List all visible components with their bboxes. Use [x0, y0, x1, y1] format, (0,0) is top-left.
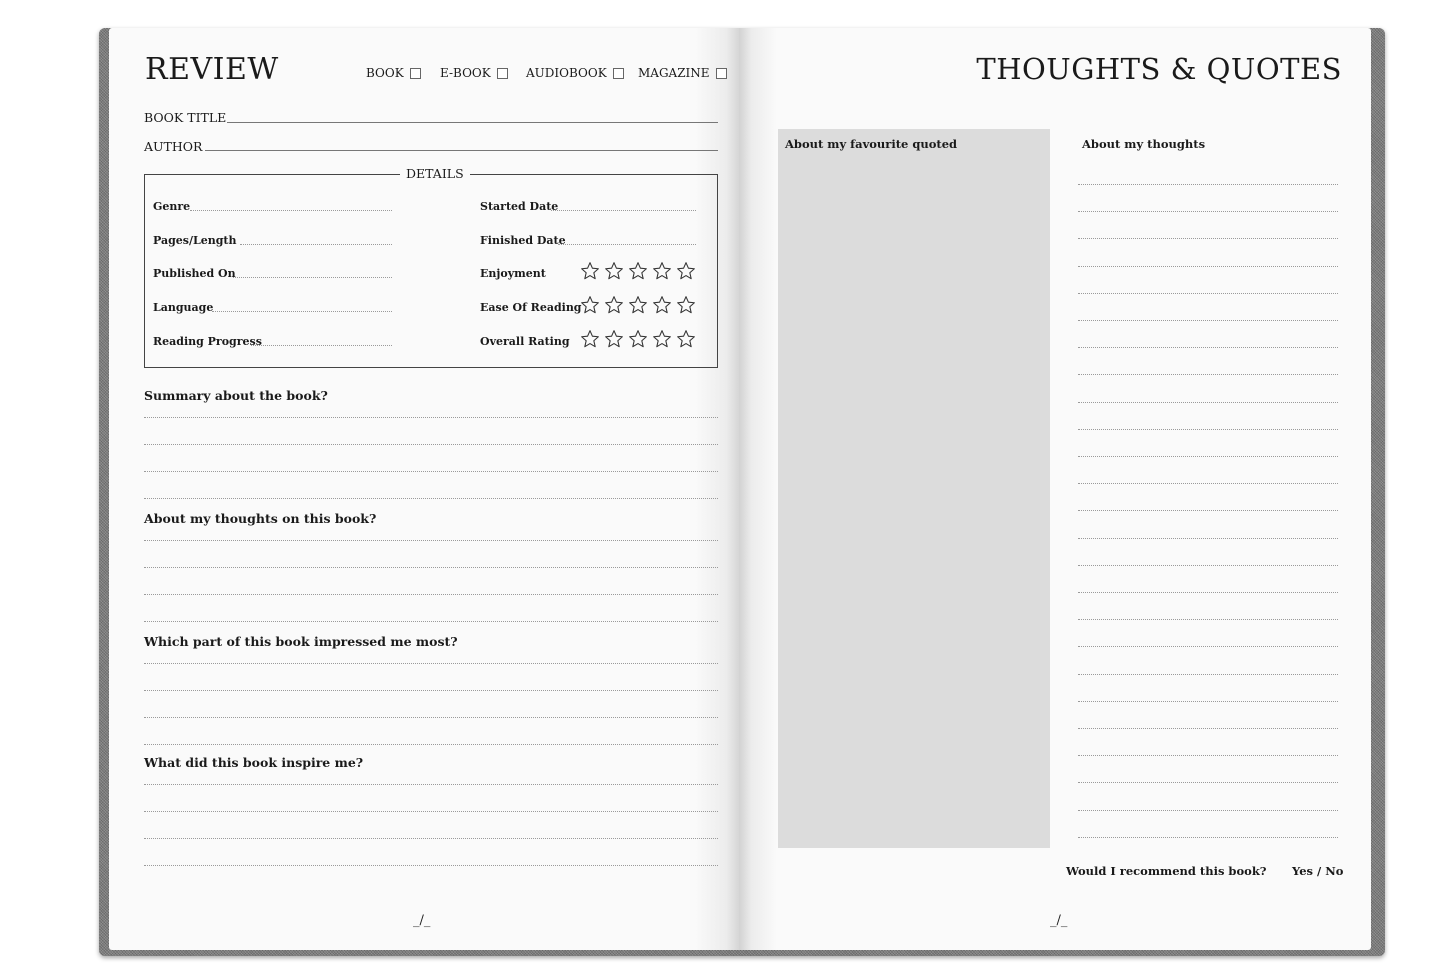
writing-line[interactable]	[144, 471, 718, 472]
detail-label: Published On	[153, 267, 236, 280]
writing-line[interactable]	[1078, 456, 1338, 457]
star-icon[interactable]	[652, 295, 672, 315]
format-label: AUDIOBOOK	[526, 66, 607, 80]
details-title: DETAILS	[400, 166, 470, 181]
writing-line[interactable]	[1078, 238, 1338, 239]
star-icon[interactable]	[676, 295, 696, 315]
star-icon[interactable]	[652, 329, 672, 349]
format-checkbox[interactable]	[497, 68, 508, 79]
writing-line[interactable]	[1078, 347, 1338, 348]
writing-line[interactable]	[144, 498, 718, 499]
quotes-panel[interactable]	[778, 129, 1050, 848]
detail-label: Overall Rating	[480, 335, 570, 348]
writing-line[interactable]	[1078, 320, 1338, 321]
page-number-right: _/_	[1050, 913, 1068, 928]
writing-line[interactable]	[144, 717, 718, 718]
writing-line[interactable]	[1078, 429, 1338, 430]
detail-input[interactable]	[551, 210, 696, 211]
detail-input[interactable]	[212, 311, 392, 312]
star-rating[interactable]	[580, 329, 696, 349]
writing-line[interactable]	[144, 811, 718, 812]
format-option-book[interactable]	[366, 66, 421, 80]
writing-line[interactable]	[1078, 755, 1338, 756]
star-icon[interactable]	[580, 295, 600, 315]
book-title-label: BOOK TITLE	[144, 110, 227, 125]
writing-line[interactable]	[144, 690, 718, 691]
star-icon[interactable]	[580, 261, 600, 281]
writing-line[interactable]	[1078, 538, 1338, 539]
writing-line[interactable]	[144, 417, 718, 418]
detail-input[interactable]	[190, 210, 392, 211]
detail-input[interactable]	[233, 277, 392, 278]
star-icon[interactable]	[604, 295, 624, 315]
writing-line[interactable]	[1078, 592, 1338, 593]
detail-label: Genre	[153, 200, 191, 213]
writing-line[interactable]	[1078, 266, 1338, 267]
writing-line[interactable]	[1078, 701, 1338, 702]
question-label: Which part of this book impressed me most?	[144, 634, 458, 649]
star-icon[interactable]	[676, 261, 696, 281]
page-number-left: _/_	[413, 913, 431, 928]
thoughts-label: About my thoughts	[1082, 137, 1206, 151]
writing-line[interactable]	[144, 865, 718, 866]
writing-line[interactable]	[1078, 619, 1338, 620]
detail-input[interactable]	[251, 345, 392, 346]
star-icon[interactable]	[676, 329, 696, 349]
writing-line[interactable]	[1078, 510, 1338, 511]
detail-input[interactable]	[558, 244, 696, 245]
format-checkbox[interactable]	[613, 68, 624, 79]
question-label: About my thoughts on this book?	[144, 511, 377, 526]
format-option-audiobook[interactable]	[526, 66, 624, 80]
format-label: MAGAZINE	[638, 66, 710, 80]
question-label: Summary about the book?	[144, 388, 328, 403]
quotes-label: About my favourite quoted	[785, 137, 958, 151]
star-icon[interactable]	[604, 329, 624, 349]
star-rating[interactable]	[580, 295, 696, 315]
author-label: AUTHOR	[144, 139, 203, 154]
format-label: BOOK	[366, 66, 404, 80]
format-checkbox[interactable]	[410, 68, 421, 79]
format-option-ebook[interactable]	[440, 66, 508, 80]
writing-line[interactable]	[1078, 483, 1338, 484]
recommend-answer[interactable]: Yes / No	[1292, 864, 1344, 878]
recommend-question: Would I recommend this book?	[1066, 864, 1267, 878]
star-icon[interactable]	[580, 329, 600, 349]
writing-line[interactable]	[1078, 728, 1338, 729]
writing-line[interactable]	[144, 567, 718, 568]
detail-label: Finished Date	[480, 234, 566, 247]
detail-label: Reading Progress	[153, 335, 262, 348]
writing-line[interactable]	[144, 594, 718, 595]
writing-line[interactable]	[144, 444, 718, 445]
writing-line[interactable]	[1078, 837, 1338, 838]
thoughts-quotes-title: THOUGHTS & QUOTES	[976, 52, 1342, 86]
writing-line[interactable]	[1078, 782, 1338, 783]
writing-line[interactable]	[1078, 565, 1338, 566]
writing-line[interactable]	[144, 838, 718, 839]
star-icon[interactable]	[628, 329, 648, 349]
detail-label: Language	[153, 301, 214, 314]
writing-line[interactable]	[144, 540, 718, 541]
format-option-magazine[interactable]	[638, 66, 727, 80]
author-field[interactable]	[205, 150, 718, 151]
writing-line[interactable]	[1078, 293, 1338, 294]
review-title: REVIEW	[145, 52, 279, 87]
book-title-field[interactable]	[227, 122, 718, 123]
writing-line[interactable]	[1078, 374, 1338, 375]
writing-line[interactable]	[144, 663, 718, 664]
detail-label: Enjoyment	[480, 267, 546, 280]
detail-label: Ease Of Reading	[480, 301, 582, 314]
detail-label: Started Date	[480, 200, 559, 213]
writing-line[interactable]	[1078, 184, 1338, 185]
writing-line[interactable]	[144, 744, 718, 745]
format-label: E-BOOK	[440, 66, 491, 80]
detail-label: Pages/Length	[153, 234, 237, 247]
writing-line[interactable]	[1078, 402, 1338, 403]
star-icon[interactable]	[652, 261, 672, 281]
writing-line[interactable]	[1078, 810, 1338, 811]
writing-line[interactable]	[1078, 646, 1338, 647]
writing-line[interactable]	[1078, 211, 1338, 212]
writing-line[interactable]	[1078, 674, 1338, 675]
detail-input[interactable]	[240, 244, 392, 245]
format-checkbox[interactable]	[716, 68, 727, 79]
star-icon[interactable]	[628, 295, 648, 315]
star-rating[interactable]	[580, 261, 696, 281]
writing-line[interactable]	[144, 784, 718, 785]
star-icon[interactable]	[628, 261, 648, 281]
writing-line[interactable]	[144, 621, 718, 622]
question-label: What did this book inspire me?	[144, 755, 364, 770]
star-icon[interactable]	[604, 261, 624, 281]
